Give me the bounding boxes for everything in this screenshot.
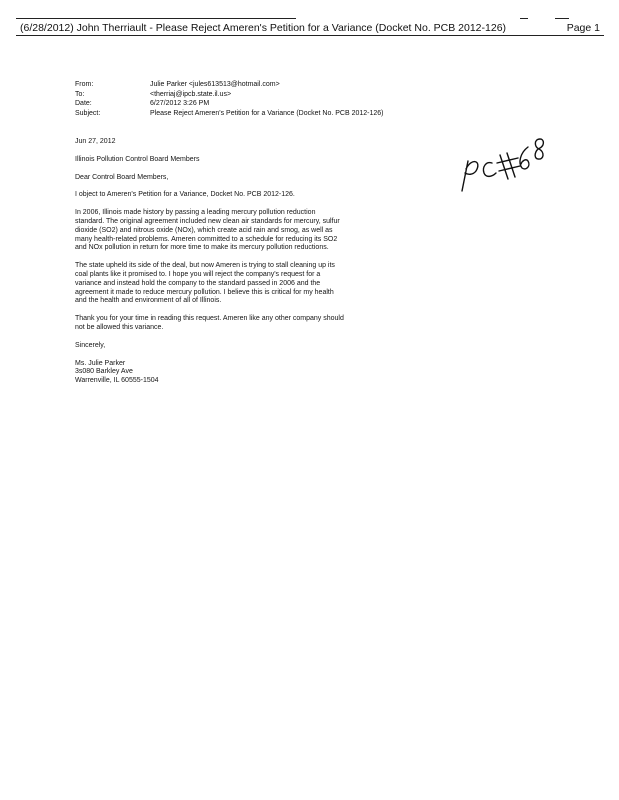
letter-paragraph: Thank you for your time in reading this request. Ameren like any other company should not be allowed this variance. bbox=[75, 315, 344, 331]
letter-body bbox=[75, 138, 345, 386]
letter-paragraph: In 2006, Illinois made history by passing a leading mercury pollution reduction standard. The original agreement included new clean air standards for mercury, sulfur dioxide (SO2) and nitrous oxide (NOx), which create acid rain and smog, as well as many health-related problems. Ameren committed to a schedule for reducing its SO2 and NOx pollution in return for more time to make its mercury pollution reductions. bbox=[75, 209, 340, 252]
meta-label: Date: bbox=[75, 100, 92, 107]
meta-row-date bbox=[75, 99, 475, 109]
letter-date: Jun 27, 2012 bbox=[75, 138, 116, 145]
meta-row-to bbox=[75, 90, 475, 100]
letter-closing: Sincerely, bbox=[75, 341, 106, 349]
signature-address: 3s080 Barkley Ave bbox=[75, 368, 133, 376]
letter-paragraph: I object to Ameren's Petition for a Variance, Docket No. PCB 2012-126. bbox=[75, 191, 295, 199]
meta-value: Julie Parker <jules613513@hotmail.com> bbox=[150, 81, 280, 88]
meta-label: Subject: bbox=[75, 109, 101, 117]
meta-row-subject bbox=[75, 109, 475, 119]
page-number: Page 1 bbox=[566, 22, 600, 34]
meta-label: To: bbox=[75, 90, 85, 98]
print-header bbox=[16, 18, 604, 36]
meta-value: <therriaj@ipcb.state.il.us> bbox=[150, 90, 232, 98]
letter-paragraph: The state upheld its side of the deal, but now Ameren is trying to stall cleaning up its coal plants like it promised to. I hope you will reject the company's request for a variance and instead hold the company to the standard passed in 2006 and the agreement it made to reduce mercury pollution. I believe this is critical for my health and the health and environment of all of Illinois. bbox=[75, 262, 335, 305]
letter-salutation: Dear Control Board Members, bbox=[75, 173, 169, 181]
handwritten-pc-mark bbox=[450, 133, 550, 203]
meta-row-from bbox=[75, 80, 475, 90]
letter-recipient: Illinois Pollution Control Board Members bbox=[75, 155, 200, 163]
meta-value: 6/27/2012 3:26 PM bbox=[150, 100, 210, 107]
signature-city: Warrenville, IL 60555-1504 bbox=[75, 377, 159, 385]
meta-value: Please Reject Ameren's Petition for a Variance (Docket No. PCB 2012-126) bbox=[150, 109, 384, 117]
email-meta bbox=[75, 80, 475, 118]
header-title: (6/28/2012) John Therriault - Please Reject Ameren's Petition for a Variance (Docket No. PCB 2012-126) bbox=[20, 22, 507, 34]
signature-name: Ms. Julie Parker bbox=[75, 359, 126, 367]
meta-label: From: bbox=[75, 81, 94, 88]
